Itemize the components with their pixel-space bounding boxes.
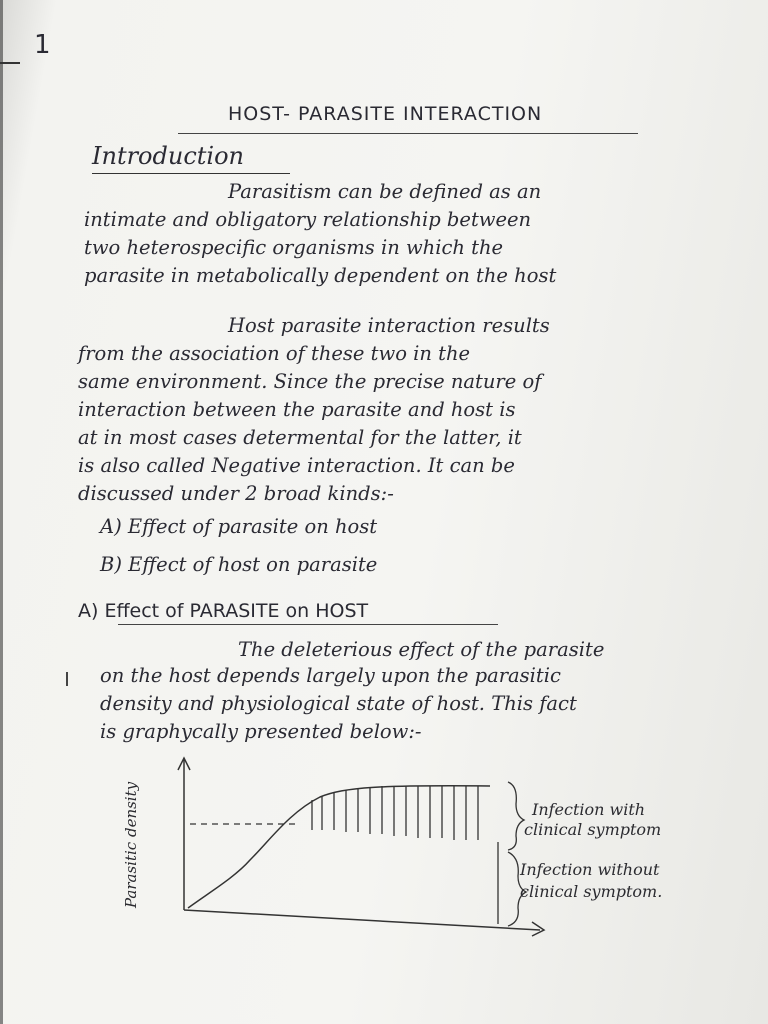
paragraph1-line: parasite in metabolically dependent on the host — [84, 264, 557, 287]
paragraph1-line: Parasitism can be defined as an — [228, 180, 542, 203]
graph-hatch-bars — [312, 786, 478, 840]
page-number: 1 — [34, 30, 51, 60]
list-item: A) Effect of parasite on host — [100, 515, 378, 538]
graph-x-axis — [184, 910, 540, 930]
paragraph3-line: The deleterious effect of the parasite — [238, 638, 605, 661]
intro-heading: Introduction — [92, 142, 244, 170]
annotation-lower-line: clinical symptom. — [520, 882, 663, 901]
paragraph2-line: interaction between the parasite and host is — [78, 398, 516, 421]
annotation-lower-line: Infection without — [520, 860, 660, 879]
graph-y-label: Parasitic density — [122, 781, 140, 908]
brace-upper — [508, 782, 524, 850]
margin-mark — [66, 672, 68, 686]
paragraph3-line: is graphycally presented below:- — [100, 720, 422, 743]
paragraph2-line: same environment. Since the precise nature of — [78, 370, 542, 393]
paragraph3-line: density and physiological state of host. This fact — [100, 692, 577, 715]
section-underline — [118, 624, 498, 625]
intro-underline — [92, 173, 290, 174]
binding-edge — [0, 0, 3, 1024]
paragraph2-line: from the association of these two in the — [78, 342, 471, 365]
paragraph1-line: intimate and obligatory relationship between — [84, 208, 532, 231]
page-title: HOST- PARASITE INTERACTION — [228, 103, 543, 125]
paragraph1-line: two heterospecific organisms in which the — [84, 236, 504, 259]
section-heading: A) Effect of PARASITE on HOST — [78, 600, 369, 622]
paragraph2-line: discussed under 2 broad kinds:- — [78, 482, 394, 505]
graph-density-curve — [188, 786, 490, 908]
paragraph2-line: Host parasite interaction results — [228, 314, 550, 337]
title-underline — [178, 133, 638, 134]
annotation-upper-line: Infection with — [532, 800, 646, 819]
list-item: B) Effect of host on parasite — [100, 553, 378, 576]
infection-graph — [140, 752, 560, 942]
paragraph2-line: at in most cases determental for the latter, it — [78, 426, 522, 449]
margin-tick — [0, 62, 20, 64]
annotation-upper-line: clinical symptom — [524, 820, 662, 839]
paragraph3-line: on the host depends largely upon the parasitic — [100, 664, 561, 687]
paragraph2-line: is also called Negative interaction. It can be — [78, 454, 515, 477]
